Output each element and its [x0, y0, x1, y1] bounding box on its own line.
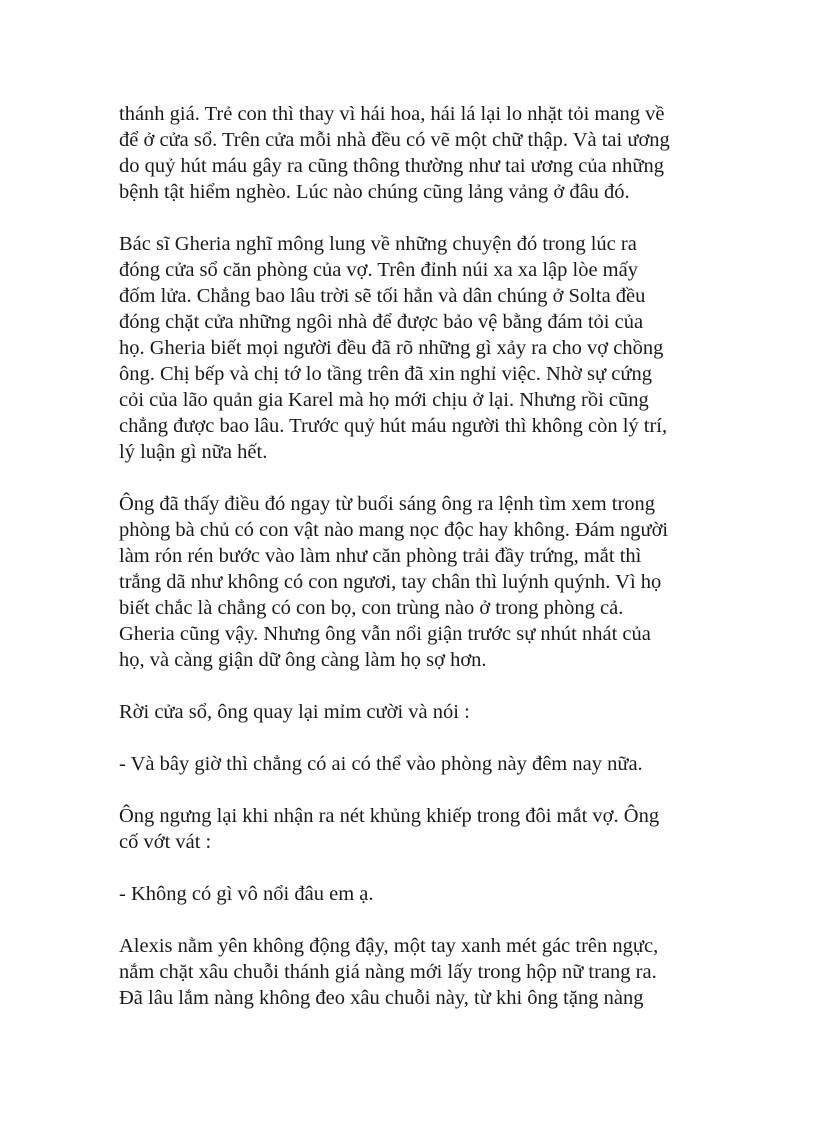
paragraph	[119, 751, 709, 777]
text-line: biết chắc là chẳng có con bọ, con trùng nào ở trong phòng cả.	[119, 597, 624, 619]
text-line: chẳng được bao lâu. Trước quỷ hút máu người thì không còn lý trí,	[119, 415, 668, 437]
text-line: lý luận gì nữa hết.	[119, 441, 268, 463]
text-line: Gheria cũng vậy. Nhưng ông vẫn nổi giận trước sự nhút nhát của	[119, 623, 651, 645]
text-line: Ông ngưng lại khi nhận ra nét khủng khiếp trong đôi mắt vợ. Ông	[119, 805, 660, 827]
text-line: phòng bà chủ có con vật nào mang nọc độc hay không. Đám người	[119, 519, 669, 541]
text-line: do quỷ hút máu gây ra cũng thông thường như tai ương của những	[119, 155, 664, 177]
text-line: Ông đã thấy điều đó ngay từ buổi sáng ông ra lệnh tìm xem trong	[119, 493, 656, 515]
text-line: Rời cửa sổ, ông quay lại mỉm cười và nói :	[119, 701, 470, 723]
text-line: - Và bây giờ thì chẳng có ai có thể vào phòng này đêm nay nữa.	[119, 753, 643, 775]
text-line: cỏi của lão quản gia Karel mà họ mới chịu ở lại. Nhưng rồi cũng	[119, 389, 649, 411]
text-line: Bác sĩ Gheria nghĩ mông lung về những chuyện đó trong lúc ra	[119, 233, 637, 255]
text-line: thánh giá. Trẻ con thì thay vì hái hoa, hái lá lại lo nhặt tỏi mang về	[119, 103, 665, 125]
paragraph	[119, 101, 709, 205]
text-line: trắng dã như không có con ngươi, tay chân thì luýnh quýnh. Vì họ	[119, 571, 662, 593]
paragraph	[119, 881, 709, 907]
text-line: làm rón rén bước vào làm như căn phòng trải đầy trứng, mắt thì	[119, 545, 642, 567]
text-line: cố vớt vát :	[119, 831, 212, 853]
text-line: đốm lửa. Chẳng bao lâu trời sẽ tối hẳn và dân chúng ở Solta đều	[119, 285, 646, 307]
text-line: - Không có gì vô nổi đâu em ạ.	[119, 883, 374, 905]
text-line: để ở cửa sổ. Trên cửa mỗi nhà đều có vẽ một chữ thập. Và tai ương	[119, 129, 670, 151]
paragraph	[119, 231, 709, 465]
paragraph	[119, 699, 709, 725]
text-line: ông. Chị bếp và chị tớ lo tầng trên đã xin nghỉ việc. Nhờ sự cứng	[119, 363, 652, 385]
text-line: bệnh tật hiểm nghèo. Lúc nào chúng cũng lảng vảng ở đâu đó.	[119, 181, 630, 203]
text-line: nắm chặt xâu chuỗi thánh giá nàng mới lấy trong hộp nữ trang ra.	[119, 961, 657, 983]
body-text	[119, 101, 709, 1037]
paragraph	[119, 491, 709, 673]
text-line: họ, và càng giận dữ ông càng làm họ sợ hơn.	[119, 649, 487, 671]
text-line: đóng chặt cửa những ngôi nhà để được bảo vệ bằng đám tỏi của	[119, 311, 644, 333]
text-line: đóng cửa sổ căn phòng của vợ. Trên đỉnh núi xa xa lập lòe mấy	[119, 259, 638, 281]
text-line: Alexis nằm yên không động đậy, một tay xanh mét gác trên ngực,	[119, 935, 659, 957]
text-line: Đã lâu lắm nàng không đeo xâu chuỗi này, từ khi ông tặng nàng	[119, 987, 644, 1009]
paragraph	[119, 933, 709, 1011]
text-line: họ. Gheria biết mọi người đều đã rõ những gì xảy ra cho vợ chồng	[119, 337, 664, 359]
paragraph	[119, 803, 709, 855]
